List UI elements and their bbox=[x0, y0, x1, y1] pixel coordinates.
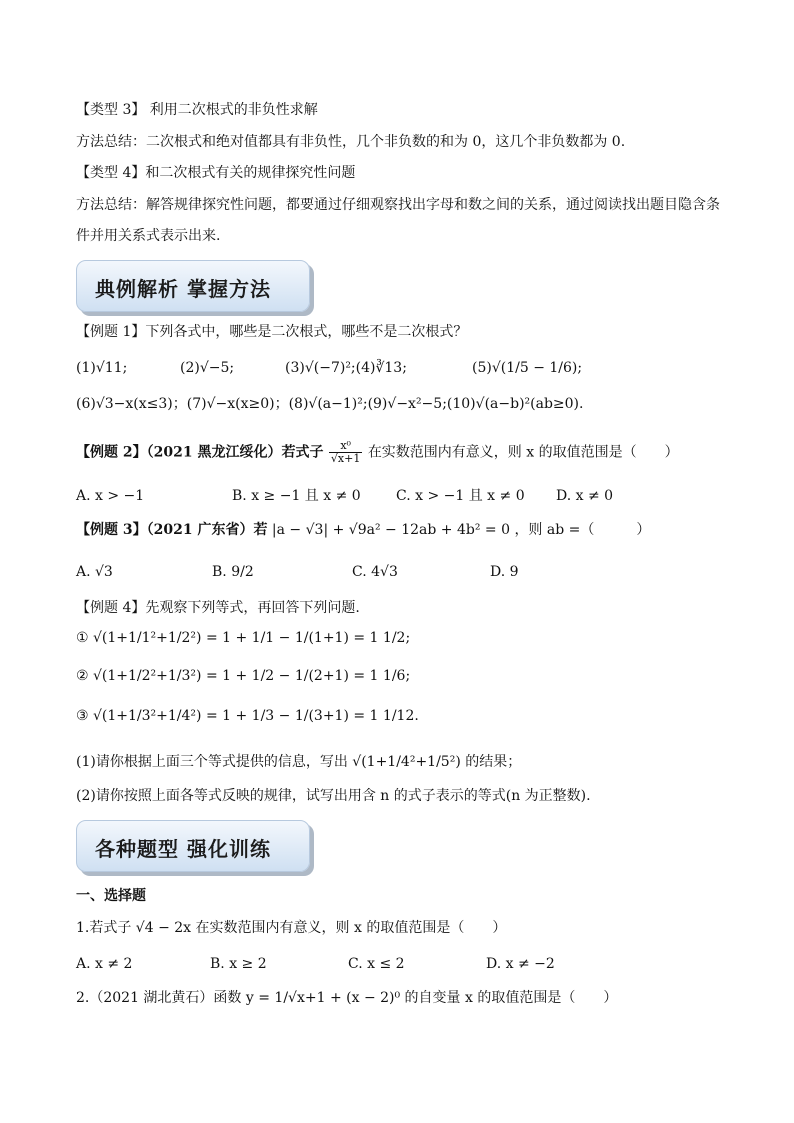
example2-option-c: C. x > −1 且 x ≠ 0 bbox=[396, 488, 525, 504]
practice-q1-option-a: A. x ≠ 2 bbox=[76, 956, 133, 972]
example4-equation-3: ③ √(1+1/3²+1/4²) = 1 + 1/3 − 1/(3+1) = 1 1/12. bbox=[76, 708, 419, 724]
banner-examples bbox=[76, 260, 310, 312]
example2-stem bbox=[76, 440, 679, 465]
example3-stem bbox=[76, 520, 650, 540]
practice-q1-option-b: B. x ≥ 2 bbox=[210, 956, 267, 972]
example4-title: 【例题 4】先观察下列等式，再回答下列问题. bbox=[76, 600, 360, 616]
type4-method-line2: 件并用关系式表示出来. bbox=[76, 228, 221, 244]
example1-item-2: (2)√−5; bbox=[180, 360, 235, 376]
example3-option-c: C. 4√3 bbox=[352, 564, 398, 580]
practice-question-2: 2.（2021 湖北黄石）函数 y = 1/√x+1 + (x − 2)⁰ 的自变量 x 的取值范围是（ ） bbox=[76, 990, 618, 1006]
example1-title: 【例题 1】下列各式中，哪些是二次根式，哪些不是二次根式？ bbox=[76, 324, 468, 340]
example3-tail: ，则 ab =（ ） bbox=[514, 522, 651, 538]
example3-option-b: B. 9/2 bbox=[212, 564, 254, 580]
banner-practice bbox=[76, 820, 310, 872]
section-heading-choice: 一、选择题 bbox=[76, 888, 146, 904]
type3-title: 【类型 3】 利用二次根式的非负性求解 bbox=[76, 102, 318, 118]
example2-label: 【例题 2】（2021 黑龙江绥化）若式子 bbox=[76, 444, 324, 461]
example2-denominator: √x+1 bbox=[330, 452, 361, 465]
type3-method: 方法总结：二次根式和绝对值都具有非负性，几个非负数的和为 0，这几个非负数都为 0. bbox=[76, 134, 626, 150]
practice-q1-option-d: D. x ≠ −2 bbox=[486, 956, 555, 972]
practice-question-1: 1.若式子 √4 − 2x 在实数范围内有意义，则 x 的取值范围是（ ） bbox=[76, 920, 507, 936]
example1-row2: (6)√3−x(x≤3)；(7)√−x(x≥0)；(8)√(a−1)²;(9)√−x²−5;(10)√(a−b)²(ab≥0). bbox=[76, 396, 584, 412]
example2-numerator: x⁰ bbox=[329, 440, 362, 453]
example2-fraction bbox=[329, 440, 362, 465]
type4-method-line1: 方法总结：解答规律探究性问题，都要通过仔细观察找出字母和数之间的关系，通过阅读找出题目隐含条 bbox=[76, 197, 720, 213]
example4-equation-1: ① √(1+1/1²+1/2²) = 1 + 1/1 − 1/(1+1) = 1 1/2; bbox=[76, 630, 411, 646]
example2-option-b: B. x ≥ −1 且 x ≠ 0 bbox=[232, 488, 361, 504]
example3-label: 【例题 3】（2021 广东省）若 bbox=[76, 522, 268, 538]
type4-title: 【类型 4】和二次根式有关的规律探究性问题 bbox=[76, 165, 356, 181]
example2-option-d: D. x ≠ 0 bbox=[556, 488, 614, 504]
example1-item-5: (5)√(1/5 − 1/6); bbox=[472, 360, 583, 376]
example4-question-1: (1)请你根据上面三个等式提供的信息，写出 √(1+1/4²+1/5²) 的结果； bbox=[76, 754, 522, 770]
example3-option-d: D. 9 bbox=[490, 564, 519, 580]
banner-examples-text: 典例解析 掌握方法 bbox=[95, 277, 271, 301]
example2-option-a: A. x > −1 bbox=[76, 488, 145, 504]
example2-tail: 在实数范围内有意义，则 x 的取值范围是（ ） bbox=[367, 444, 679, 461]
example4-question-2: (2)请你按照上面各等式反映的规律，试写出用含 n 的式子表示的等式(n 为正整数). bbox=[76, 788, 591, 804]
example3-option-a: A. √3 bbox=[76, 564, 113, 580]
example4-equation-2: ② √(1+1/2²+1/3²) = 1 + 1/2 − 1/(2+1) = 1 1/6; bbox=[76, 668, 411, 684]
banner-practice-text: 各种题型 强化训练 bbox=[95, 837, 271, 861]
example1-item-3-4: (3)√(−7)²;(4)∛13; bbox=[285, 360, 407, 376]
practice-q1-option-c: C. x ≤ 2 bbox=[348, 956, 405, 972]
example1-item-1: (1)√11; bbox=[76, 360, 128, 376]
example3-expression: |a − √3| + √9a² − 12ab + 4b² = 0 bbox=[271, 522, 510, 538]
